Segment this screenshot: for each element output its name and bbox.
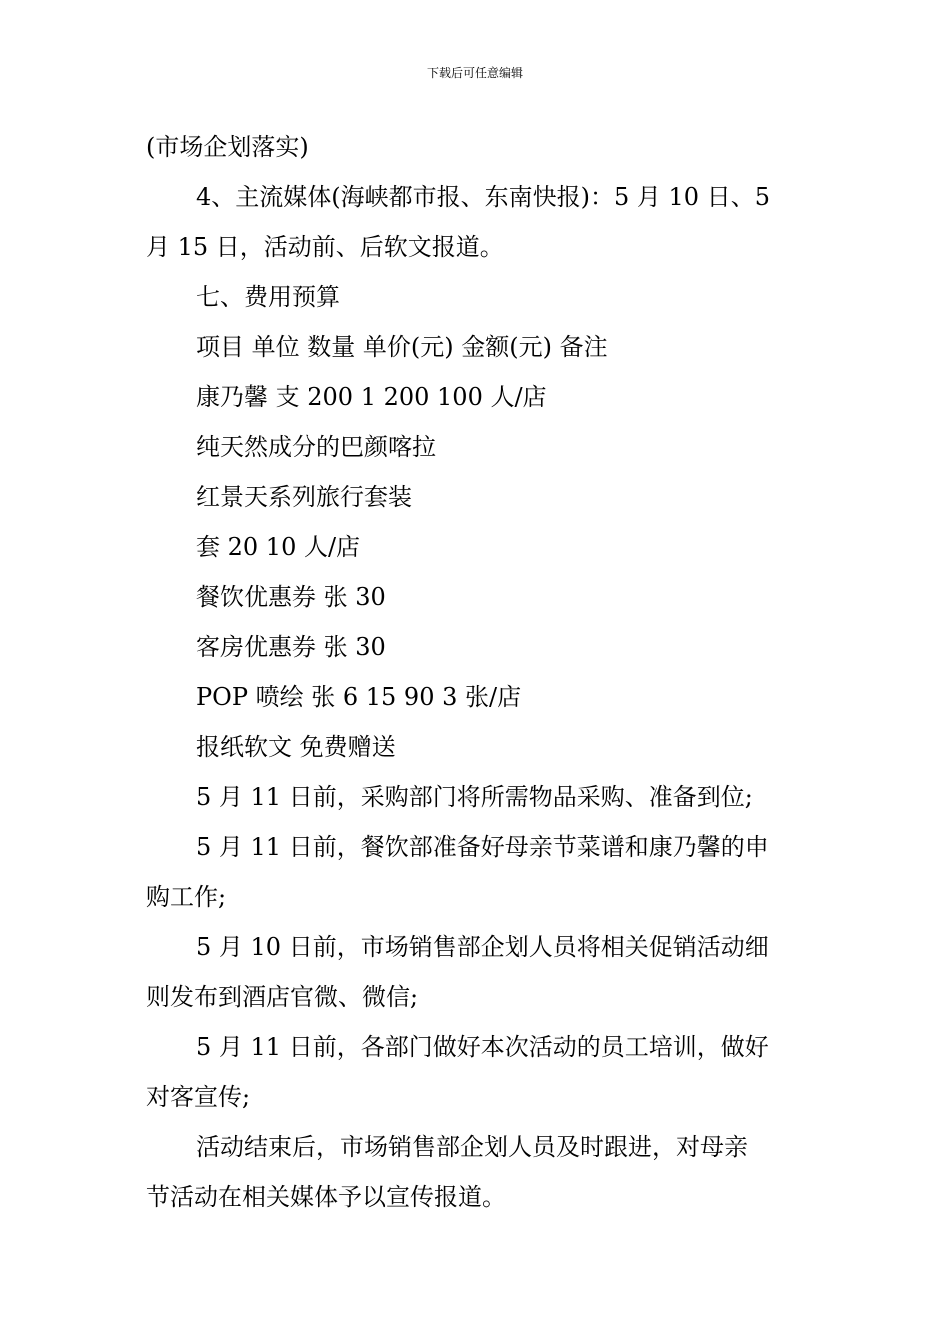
text-line: 5 月 11 日前，各部门做好本次活动的员工培训，做好 bbox=[196, 1033, 769, 1061]
budget-row: 红景天系列旅行套装 bbox=[196, 483, 412, 511]
budget-row: POP 喷绘 张 6 15 90 3 张/店 bbox=[196, 683, 522, 711]
text-line: 节活动在相关媒体予以宣传报道。 bbox=[146, 1183, 506, 1211]
section-heading: 七、费用预算 bbox=[196, 283, 340, 311]
budget-header-row: 项目 单位 数量 单价(元) 金额(元) 备注 bbox=[196, 333, 608, 361]
budget-row: 报纸软文 免费赠送 bbox=[196, 733, 396, 761]
budget-row: 客房优惠券 张 30 bbox=[196, 633, 386, 661]
text-line: 则发布到酒店官微、微信; bbox=[146, 983, 419, 1011]
text-line: 活动结束后，市场销售部企划人员及时跟进，对母亲 bbox=[196, 1133, 748, 1161]
text-line: 4、主流媒体(海峡都市报、东南快报)：5 月 10 日、5 bbox=[196, 183, 770, 211]
text-line: 5 月 10 日前，市场销售部企划人员将相关促销活动细 bbox=[196, 933, 769, 961]
page-header: 下载后可任意编辑 bbox=[426, 66, 523, 80]
text-line: (市场企划落实) bbox=[146, 133, 309, 161]
text-line: 5 月 11 日前，采购部门将所需物品采购、准备到位; bbox=[196, 783, 753, 811]
text-line: 月 15 日，活动前、后软文报道。 bbox=[146, 233, 504, 261]
text-line: 购工作; bbox=[146, 883, 227, 911]
budget-row: 餐饮优惠券 张 30 bbox=[196, 583, 386, 611]
budget-row: 纯天然成分的巴颜喀拉 bbox=[196, 433, 436, 461]
text-line: 5 月 11 日前，餐饮部准备好母亲节菜谱和康乃馨的申 bbox=[196, 833, 769, 861]
text-line: 对客宣传; bbox=[146, 1083, 251, 1111]
budget-row: 康乃馨 支 200 1 200 100 人/店 bbox=[196, 383, 547, 411]
document-body bbox=[146, 122, 806, 1222]
budget-row: 套 20 10 人/店 bbox=[196, 533, 361, 561]
